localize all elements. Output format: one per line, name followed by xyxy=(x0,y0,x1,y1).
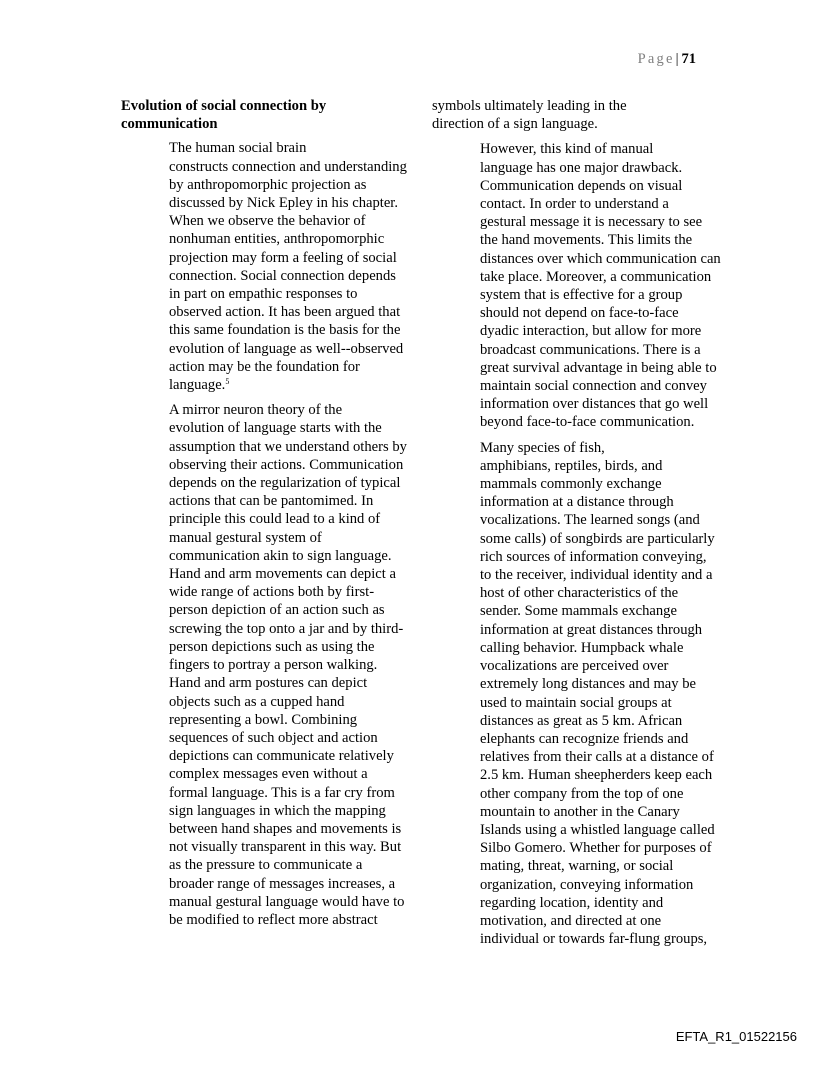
text-line: manual gestural system of xyxy=(169,529,322,546)
text-line: person depictions such as using the xyxy=(169,638,375,655)
text-line: rich sources of information conveying, xyxy=(480,548,707,565)
text-line: broader range of messages increases, a xyxy=(169,875,396,892)
text-line: gestural message it is necessary to see xyxy=(480,214,703,231)
text-line: The human social brain xyxy=(169,140,307,157)
text-line: wide range of actions both by first- xyxy=(169,584,375,601)
text-line: information at a distance through xyxy=(480,494,674,511)
text-line: projection may form a feeling of social xyxy=(169,249,397,266)
text-line: sender. Some mammals exchange xyxy=(480,603,677,620)
footnote-marker: 5 xyxy=(225,377,230,387)
page-separator: | xyxy=(675,51,679,67)
text-line: 2.5 km. Human sheepherders keep each xyxy=(480,767,713,784)
text-line: representing a bowl. Combining xyxy=(169,711,358,728)
text-line: relatives from their calls at a distance of xyxy=(480,749,714,766)
right-column xyxy=(432,97,721,955)
text-line: sequences of such object and action xyxy=(169,729,378,746)
text-line: mammals commonly exchange xyxy=(480,476,662,493)
text-line: in part on empathic responses to xyxy=(169,286,358,303)
text-line: direction of a sign language. xyxy=(432,116,598,133)
text-line: vocalizations. The learned songs (and xyxy=(480,512,700,529)
text-line: constructs connection and understanding xyxy=(169,158,407,175)
text-line: However, this kind of manual xyxy=(480,141,654,158)
text-line: take place. Moreover, a communication xyxy=(480,268,712,285)
text-line: objects such as a cupped hand xyxy=(169,693,345,710)
text-line: information at great distances through xyxy=(480,621,703,638)
text-line: formal language. This is a far cry from xyxy=(169,784,395,801)
text-line: broadcast communications. There is a xyxy=(480,341,701,358)
text-line: nonhuman entities, anthropomorphic xyxy=(169,231,385,248)
text-line: calling behavior. Humpback whale xyxy=(480,639,684,656)
text-line: Communication depends on visual xyxy=(480,177,683,194)
paragraph-manual-drawback xyxy=(432,140,721,431)
text-line: discussed by Nick Epley in his chapter. xyxy=(169,195,398,212)
text-line: system that is effective for a group xyxy=(480,287,683,304)
text-line: complex messages even without a xyxy=(169,766,368,783)
text-line: symbols ultimately leading in the xyxy=(432,98,627,114)
text-line: by anthropomorphic projection as xyxy=(169,176,367,193)
page-label: Page xyxy=(637,51,675,67)
text-line: extremely long distances and may be xyxy=(480,676,696,693)
text-line: between hand shapes and movements is xyxy=(169,820,402,837)
text-line: great survival advantage in being able to xyxy=(480,359,717,376)
text-line: When we observe the behavior of xyxy=(169,213,366,230)
text-line: connection. Social connection depends xyxy=(169,267,396,284)
text-line: as the pressure to communicate a xyxy=(169,857,363,874)
text-line: language has one major drawback. xyxy=(480,159,683,176)
page-number: 71 xyxy=(681,51,696,67)
text-line: fingers to portray a person walking. xyxy=(169,657,378,674)
text-line: this same foundation is the basis for the xyxy=(169,322,401,339)
text-line: regarding location, identity and xyxy=(480,894,664,911)
text-line: Islands using a whistled language called xyxy=(480,821,715,838)
text-line: evolution of language starts with the xyxy=(169,420,382,437)
text-line: Hand and arm movements can depict a xyxy=(169,566,396,583)
text-line: action may be the foundation for xyxy=(169,358,360,375)
text-line: principle this could lead to a kind of xyxy=(169,511,381,528)
page-header xyxy=(560,51,696,67)
text-fragment: language. xyxy=(169,377,226,394)
text-line: A mirror neuron theory of the xyxy=(169,402,343,419)
text-line: depictions can communicate relatively xyxy=(169,748,394,765)
text-line: elephants can recognize friends and xyxy=(480,730,689,747)
text-line: be modified to reflect more abstract xyxy=(169,911,378,928)
text-line: maintain social connection and convey xyxy=(480,378,707,395)
text-line: mountain to another in the Canary xyxy=(480,803,680,820)
text-line: motivation, and directed at one xyxy=(480,912,662,929)
paragraph-species-vocalization xyxy=(432,439,715,949)
text-line: some calls) of songbirds are particularly xyxy=(480,530,715,547)
text-line: should not depend on face-to-face xyxy=(480,305,679,322)
text-line: Silbo Gomero. Whether for purposes of xyxy=(480,840,712,857)
text-line: dyadic interaction, but allow for more xyxy=(480,323,702,340)
text-line: person depiction of an action such as xyxy=(169,602,385,619)
text-line: communication akin to sign language. xyxy=(169,547,392,564)
section-heading xyxy=(121,97,387,133)
text-line: host of other characteristics of the xyxy=(480,585,679,602)
left-column xyxy=(121,97,407,936)
text-line: sign languages in which the mapping xyxy=(169,802,386,819)
text-line: screwing the top onto a jar and by third- xyxy=(169,620,404,637)
heading-line: communication xyxy=(121,116,218,133)
text-line: used to maintain social groups at xyxy=(480,694,672,711)
text-line: assumption that we understand others by xyxy=(169,438,407,455)
text-line: depends on the regularization of typical xyxy=(169,475,401,492)
text-line: contact. In order to understand a xyxy=(480,196,669,213)
text-line: information over distances that go well xyxy=(480,396,709,413)
heading-line: Evolution of social connection by xyxy=(121,98,327,114)
text-line: vocalizations are perceived over xyxy=(480,658,669,675)
text-line xyxy=(121,376,387,394)
text-line: amphibians, reptiles, birds, and xyxy=(480,457,663,474)
text-line: beyond face-to-face communication. xyxy=(480,414,695,431)
text-line: not visually transparent in this way. But xyxy=(169,839,402,856)
text-line: the hand movements. This limits the xyxy=(480,232,693,249)
text-line: distances as great as 5 km. African xyxy=(480,712,683,729)
text-line: evolution of language as well--observed xyxy=(169,340,404,357)
text-line: actions that can be pantomimed. In xyxy=(169,493,374,510)
text-line: observed action. It has been argued that xyxy=(169,304,401,321)
text-line: observing their actions. Communication xyxy=(169,456,404,473)
text-line: Hand and arm postures can depict xyxy=(169,675,368,692)
text-line: manual gestural language would have to xyxy=(169,893,405,910)
text-line: mating, threat, warning, or social xyxy=(480,858,674,875)
paragraph-social-brain xyxy=(121,139,407,394)
paragraph-continuation xyxy=(432,97,700,133)
document-id: EFTA_R1_01522156 xyxy=(675,1029,797,1044)
text-line: to the receiver, individual identity and a xyxy=(480,567,713,584)
text-line: Many species of fish, xyxy=(480,439,605,456)
text-line: distances over which communication can xyxy=(480,250,721,267)
text-line: individual or towards far-flung groups, xyxy=(480,931,708,948)
paragraph-mirror-neuron xyxy=(121,401,407,929)
text-line: organization, conveying information xyxy=(480,876,694,893)
text-line: other company from the top of one xyxy=(480,785,684,802)
